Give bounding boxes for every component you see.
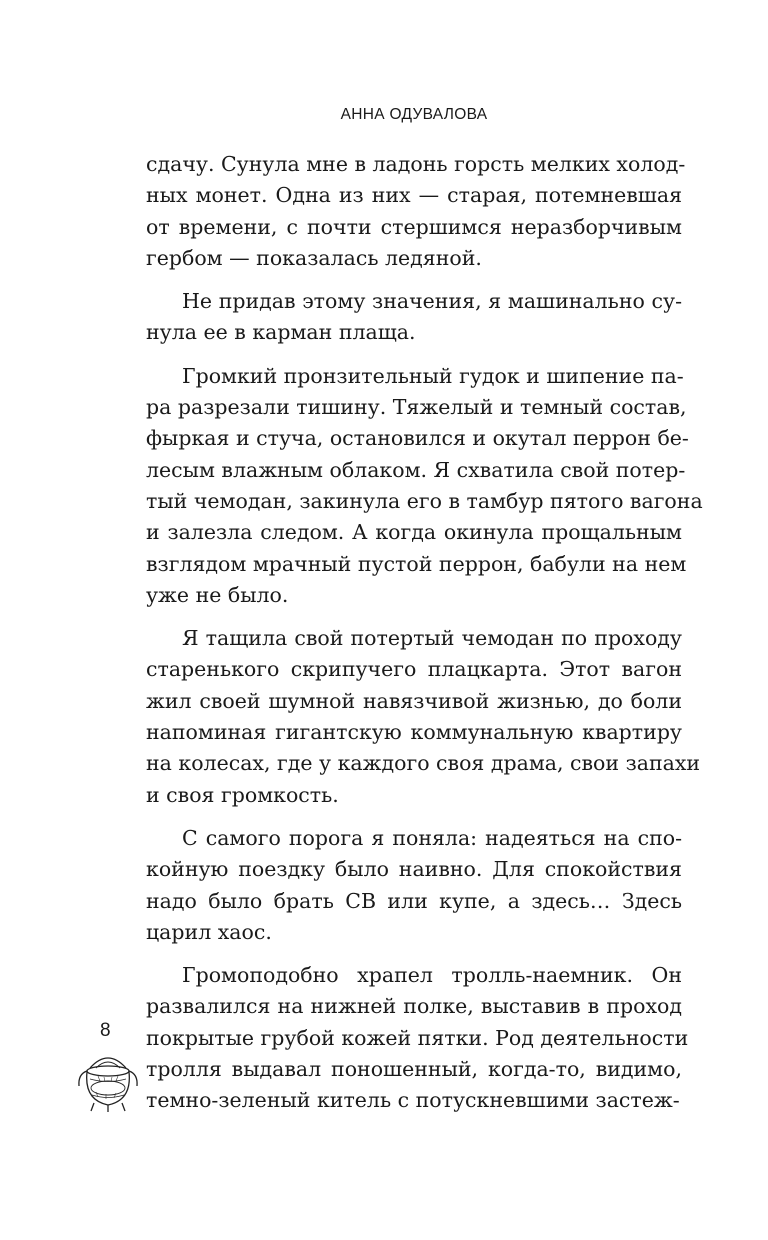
kettle-emblem-icon [76, 1048, 140, 1114]
text-line: Громкий пронзительный гудок и шипение па- [182, 363, 684, 388]
text-line: тролля выдавал поношенный, когда-то, видимо, [146, 1057, 682, 1082]
text-line: Громоподобно храпел тролль-наемник. Он [182, 963, 682, 988]
text-line: уже не было. [146, 582, 289, 607]
page-number: 8 [100, 1020, 111, 1041]
text-line: Не придав этому значения, я машинально су- [182, 289, 682, 314]
text-line: развалился на нижней полке, выставив в проход [146, 994, 682, 1019]
body-text [146, 149, 703, 1117]
text-line: ных монет. Одна из них — старая, потемневшая [146, 183, 682, 208]
text-line: нула ее в карман плаща. [146, 320, 416, 345]
text-line: ра разрезали тишину. Тяжелый и темный состав, [146, 395, 687, 420]
text-line: и своя громкость. [146, 782, 339, 807]
text-line: гербом — показалась ледяной. [146, 245, 482, 270]
text-line: покрытые грубой кожей пятки. Род деятельности [146, 1025, 689, 1050]
text-line: тый чемодан, закинула его в тамбур пятого вагона [146, 488, 703, 513]
text-line: царил хаос. [146, 919, 272, 944]
text-line: койную поездку было наивно. Для спокойствия [146, 857, 682, 882]
text-line: С самого порога я поняла: надеяться на спо- [182, 825, 682, 850]
text-line: Я тащила свой потертый чемодан по проходу [182, 626, 682, 651]
text-line: взглядом мрачный пустой перрон, бабули на нем [146, 551, 687, 576]
text-line: темно-зеленый китель с потускневшими застеж- [146, 1088, 680, 1113]
text-line: старенького скрипучего плацкарта. Этот вагон [146, 657, 682, 682]
text-line: жил своей шумной навязчивой жизнью, до боли [146, 688, 682, 713]
text-line: и залезла следом. А когда окинула прощальным [146, 520, 682, 545]
text-line: напоминая гигантскую коммунальную квартиру [146, 720, 682, 745]
text-line: надо было брать СВ или купе, а здесь… Здесь [146, 888, 682, 913]
text-line: от времени, с почти стершимся неразборчивым [146, 214, 682, 239]
text-line: сдачу. Сунула мне в ладонь горсть мелких холод- [146, 152, 686, 176]
text-line: лесым влажным облаком. Я схватила свой потер- [146, 457, 686, 482]
text-line: на колесах, где у каждого своя драма, свои запахи [146, 751, 701, 776]
running-header: АННА ОДУВАЛОВА [340, 106, 488, 123]
text-line: фыркая и стуча, остановился и окутал перрон бе- [146, 426, 689, 451]
